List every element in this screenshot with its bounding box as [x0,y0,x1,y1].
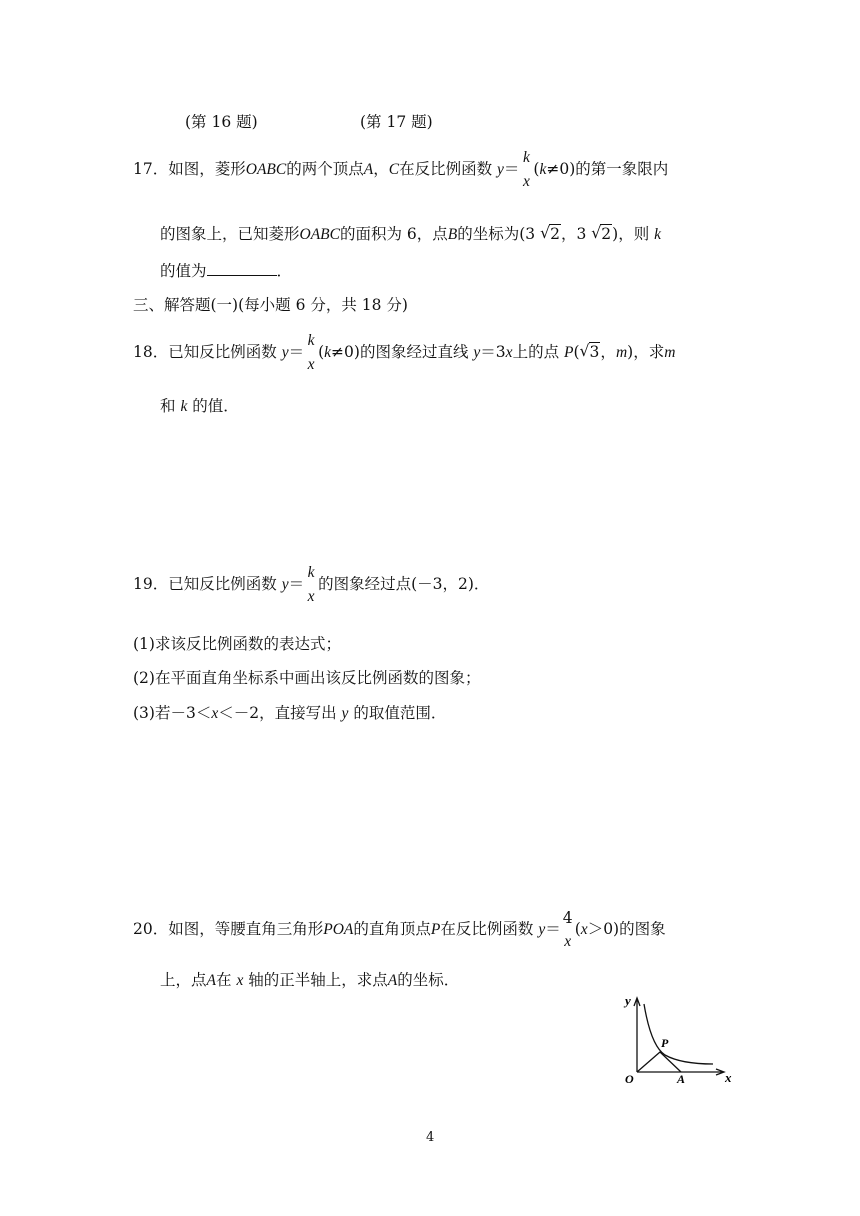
x-label: x [725,1070,732,1085]
question-19-part-3: (3)若－3＜x＜－2，直接写出 y 的取值范围． [133,704,447,722]
answer-blank[interactable] [207,261,277,276]
question-17-line-1: 17．如图，菱形OABC的两个顶点A，C在反比例函数 y＝ k x (k≠0)的第一象限内 [133,149,669,190]
question-19-part-1: (1)求该反比例函数的表达式； [133,635,341,653]
caption-fig16: (第 16 题) [185,113,258,131]
caption-fig17: (第 17 题) [360,113,433,131]
sqrt-2: √ 2 [591,225,612,243]
sqrt-3: √ 3 [580,343,601,361]
hyperbola-curve [644,1004,713,1064]
fraction-k-over-x: k x [522,149,530,190]
sqrt-2: √ 2 [540,225,561,243]
y-label: y [625,993,631,1008]
figure-20-graph [615,990,740,1085]
section-header: 三、解答题(一)(每小题 6 分，共 18 分) [133,296,408,314]
question-20-line-1: 20．如图，等腰直角三角形POA的直角顶点P在反比例函数 y＝ 4 x (x＞0)的图象 [133,909,666,950]
question-19-part-2: (2)在平面直角坐标系中画出该反比例函数的图象； [133,669,481,687]
question-20-line-2: 上，点A在 x 轴的正半轴上，求点A的坐标． [160,971,460,989]
point-p-label: P [661,1036,669,1050]
question-19-line-1: 19．已知反比例函数 y＝ k x 的图象经过点(－3，2)． [133,564,490,605]
page-number: 4 [426,1130,435,1145]
triangle-poa [637,1052,681,1072]
fraction-k-over-x: k x [307,564,315,605]
origin-label: O [625,1072,634,1085]
question-17-line-2: 的图象上，已知菱形OABC的面积为 6，点B的坐标为(3 √ 2，3 √ 2)，则 k [160,222,661,244]
point-a-label: A [677,1072,686,1085]
question-18-line-1: 18．已知反比例函数 y＝ k x (k≠0)的图象经过直线 y＝3x上的点 P(√ 3，m)，求m [133,333,675,373]
question-18-line-2: 和 k 的值． [160,397,239,415]
fraction-4-over-x: 4 x [562,909,573,950]
question-17-line-3: 的值为 ． [160,262,293,280]
fraction-k-over-x: k x [307,332,315,373]
